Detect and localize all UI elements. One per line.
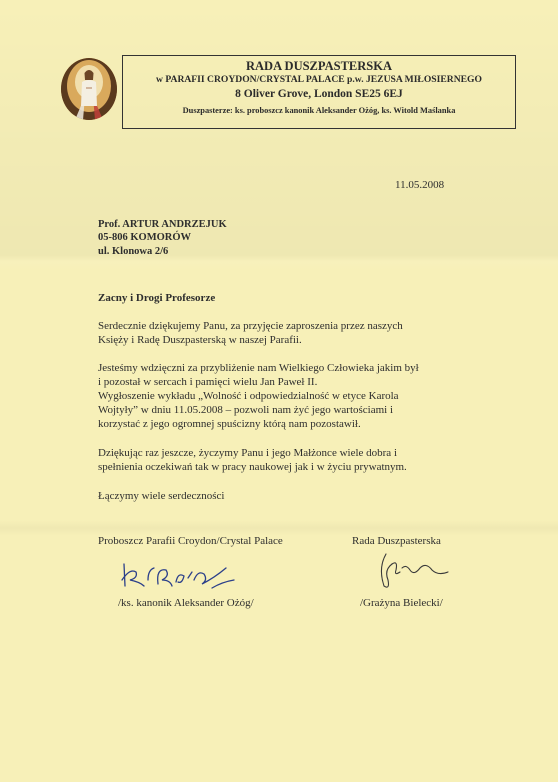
letter-date: 11.05.2008	[395, 179, 445, 191]
divine-mercy-logo-icon	[61, 58, 117, 120]
greeting: Zacny i Drogi Profesorze	[98, 292, 216, 304]
header-parish: w PARAFII CROYDON/CRYSTAL PALACE p.w. JEZUSA MIŁOSIERNEGO	[156, 74, 482, 85]
signature-left-title: Proboszcz Parafii Croydon/Crystal Palace	[98, 535, 283, 547]
header-pastors: Duszpasterze: ks. proboszcz kanonik Aleksander Ożóg, ks. Witold Maślanka	[182, 106, 456, 115]
body-line: Dziękując raz jeszcze, życzymy Panu i jego Małżonce wiele dobra i	[98, 447, 397, 459]
signature-left-name: /ks. kanonik Aleksander Ożóg/	[118, 597, 254, 609]
body-line: Księży i Radę Duszpasterską w naszej Parafii.	[98, 334, 302, 346]
parish-header	[122, 55, 516, 129]
body-line: korzystać z jego ogromnej spuścizny którą nam pozostawił.	[98, 418, 361, 430]
recipient-name: Prof. ARTUR ANDRZEJUK	[98, 219, 227, 230]
body-line: Serdecznie dziękujemy Panu, za przyjęcie zaproszenia przez naszych	[98, 320, 403, 332]
signature-left-handwriting	[118, 558, 248, 594]
body-line: Wojtyły” w dniu 11.05.2008 – pozwoli nam żyć jego wartościami i	[98, 404, 394, 416]
body-line: Wygłoszenie wykładu „Wolność i odpowiedzialność w etyce Karola	[98, 390, 399, 402]
signature-right-handwriting	[368, 550, 458, 592]
signature-right-name: /Grażyna Bielecki/	[360, 597, 443, 609]
body-line: Jesteśmy wdzięczni za przybliżenie nam Wielkiego Człowieka jakim był	[98, 362, 419, 374]
recipient-city: 05-806 KOMORÓW	[98, 232, 192, 243]
header-title: RADA DUSZPASTERSKA	[246, 59, 392, 73]
signature-right-title: Rada Duszpasterska	[352, 535, 441, 547]
closing: Łączymy wiele serdeczności	[98, 490, 225, 502]
body-line: i pozostał w sercach i pamięci wielu Jan Paweł II.	[98, 376, 318, 388]
recipient-street: ul. Klonowa 2/6	[98, 246, 169, 257]
body-line: spełnienia oczekiwań tak w pracy naukowej jak i w życiu prywatnym.	[98, 461, 407, 473]
header-address: 8 Oliver Grove, London SE25 6EJ	[235, 88, 403, 100]
